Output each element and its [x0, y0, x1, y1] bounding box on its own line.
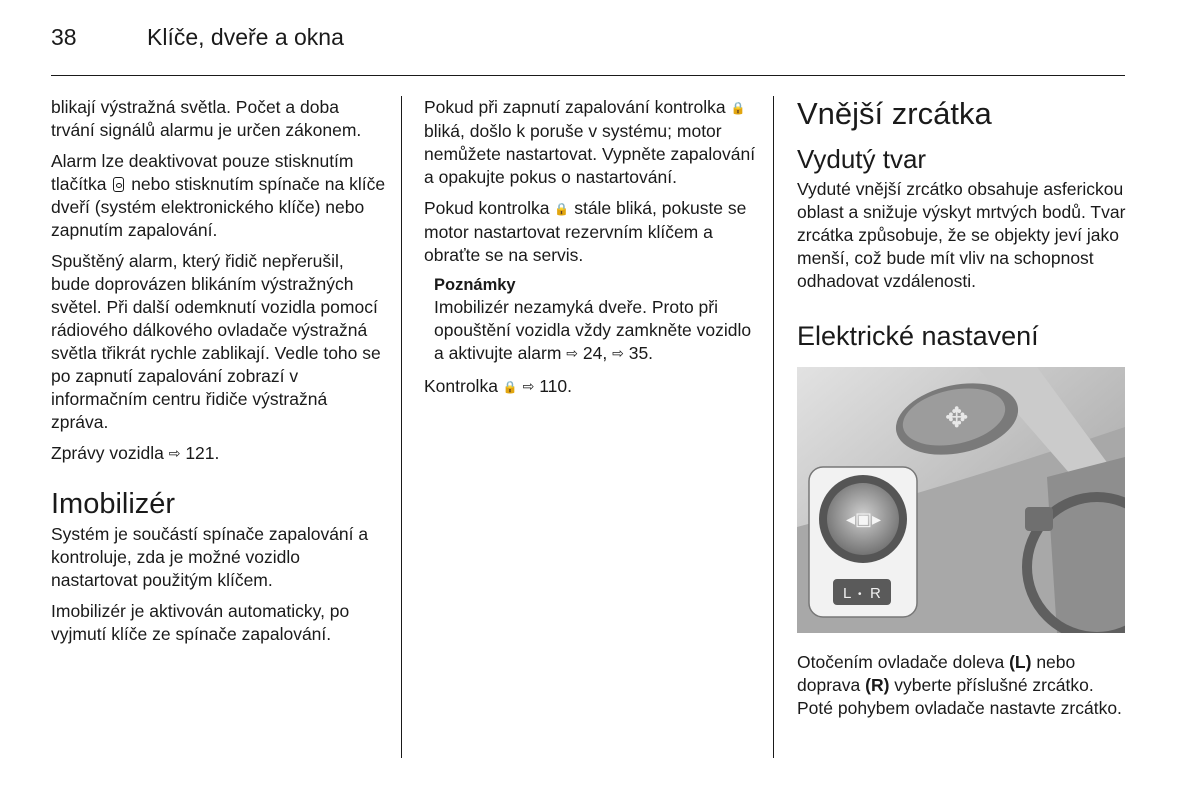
paragraph: Spuštěný alarm, který řidič nepřerušil, bude doprovázen blikáním výstražných světel. Při další odemknutí vozidla pomocí rádiového dálkového ovladače výstražná světla třikrát rychle zablikají. Vedle toho se po zapnutí zapalování zobrazí v informačním centru řidiče výstražná zpráva. — [51, 251, 381, 432]
column-divider-2 — [773, 96, 774, 758]
key-button-icon — [113, 177, 124, 192]
header-rule — [51, 75, 1125, 76]
text: Imobilizér nezamyká dveře. Proto při opouštění vozidla vždy zamkněte vozidlo a aktivujte alarm — [434, 297, 752, 363]
page-ref-arrow-icon: ⇨ — [612, 345, 624, 361]
text: Otočením ovladače doleva — [797, 652, 1005, 672]
text: Zprávy vozidla — [51, 443, 164, 463]
page-ref-arrow-icon: ⇨ — [522, 378, 535, 394]
paragraph — [424, 96, 759, 189]
svg-text:◂▣▸: ◂▣▸ — [846, 509, 882, 530]
paragraph — [51, 442, 386, 465]
column-2 — [424, 96, 759, 407]
paragraph: blikají výstražná světla. Počet a doba trvání signálů alarmu je určen zákonem. — [51, 97, 362, 140]
paragraph: Systém je součástí spínače zapalování a kontroluje, zda je možné vozidlo nastartovat použitým klíčem. — [51, 524, 369, 590]
page-ref[interactable]: 110. — [539, 376, 573, 396]
section-heading-immobilizer: Imobilizér — [51, 488, 176, 520]
svg-text:✥: ✥ — [945, 401, 969, 434]
column-divider-1 — [401, 96, 402, 758]
right-label: (R) — [865, 675, 890, 695]
text: stále bliká, pokuste se motor nastartovat rezervním klíčem a obraťte se na servis. — [424, 198, 747, 265]
text: Alarm lze deaktivovat pouze stisknutím tlačítka — [51, 151, 354, 194]
note-body — [434, 296, 759, 365]
page-ref-arrow-icon: ⇨ — [566, 345, 579, 361]
left-label: (L) — [1009, 652, 1032, 672]
mirror-control-photo — [797, 367, 1125, 633]
subheading-electric-adjustment: Elektrické nastavení — [797, 321, 1039, 351]
page-number: 38 — [51, 24, 77, 50]
immobilizer-lamp-icon: 🔒 — [554, 202, 570, 216]
paragraph — [424, 375, 759, 399]
text: nebo doprava — [797, 652, 1076, 695]
paragraph: Vyduté vnější zrcátko obsahuje asferickou oblast a snižuje výskyt mrtvých bodů. Tvar zrcátka způsobuje, že se objekty jeví jako menší, což bude mít vliv na schopnost odhadovat vzdálenosti. — [797, 179, 1126, 291]
text: nebo stisknutím spínače na klíče dveří (systém elektronického klíče) nebo zapnutím zapalování. — [51, 174, 386, 240]
note-title: Poznámky — [434, 276, 516, 294]
text: Pokud při zapnutí zapalování kontrolka — [424, 97, 726, 117]
paragraph — [424, 197, 759, 267]
paragraph: Imobilizér je aktivován automaticky, po vyjmutí klíče ze spínače zapalování. — [51, 601, 350, 644]
column-3 — [797, 96, 1127, 728]
svg-text:•: • — [858, 589, 862, 600]
mirror-control-illustration — [797, 367, 1125, 633]
text: Kontrolka — [424, 376, 498, 396]
note-box — [424, 275, 759, 365]
text: Pokud kontrolka — [424, 198, 550, 218]
text: bliká, došlo k poruše v systému; motor nemůžete nastartovat. Vypněte zapalování a opakujte pokus o nastartování. — [424, 121, 756, 187]
immobilizer-lamp-icon: 🔒 — [730, 101, 746, 115]
page-ref[interactable]: 35. — [628, 343, 654, 363]
column-1 — [51, 96, 386, 654]
photo-switch-right-label: R — [870, 585, 881, 602]
photo-switch-left-label: L — [843, 585, 852, 602]
page-ref[interactable]: 121. — [185, 443, 220, 463]
text: vyberte příslušné zrcátko. Poté pohybem ovladače nastavte zrcátko. — [797, 675, 1122, 718]
section-heading-exterior-mirrors: Vnější zrcátka — [797, 96, 992, 131]
paragraph — [797, 651, 1127, 720]
page-ref[interactable]: 24, — [582, 343, 608, 363]
subheading-convex-shape: Vydutý tvar — [797, 144, 927, 174]
chapter-title: Klíče, dveře a okna — [147, 24, 344, 50]
immobilizer-lamp-icon: 🔒 — [502, 380, 518, 394]
paragraph — [51, 150, 386, 242]
page-ref-arrow-icon: ⇨ — [168, 445, 181, 461]
